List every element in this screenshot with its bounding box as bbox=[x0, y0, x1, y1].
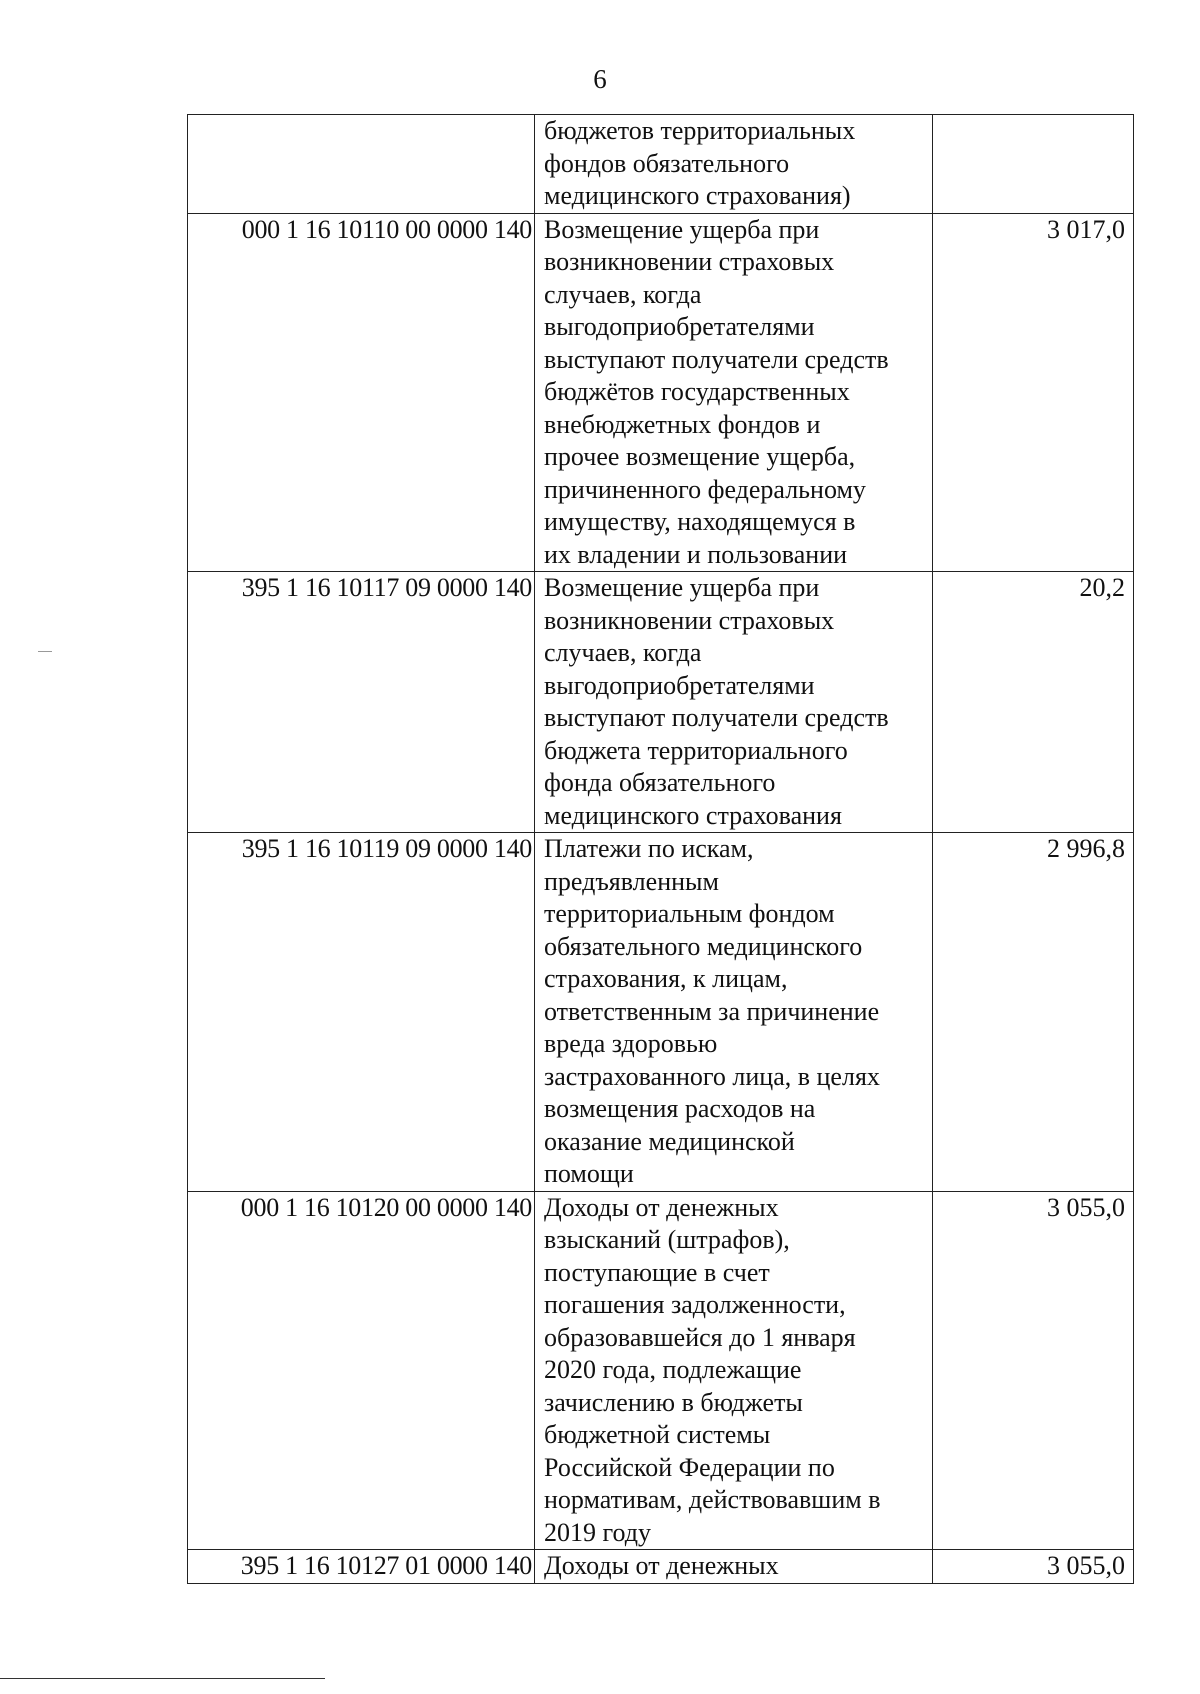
budget-code-cell: 000 1 16 10110 00 0000 140 bbox=[188, 213, 535, 572]
description-cell bbox=[535, 115, 933, 214]
description-line: возникновении страховых bbox=[544, 247, 835, 276]
budget-code-cell: 395 1 16 10119 09 0000 140 bbox=[188, 833, 535, 1192]
amount-cell bbox=[933, 115, 1134, 214]
scan-speck bbox=[38, 651, 52, 652]
description-line: фонда обязательного bbox=[544, 768, 776, 797]
description-line: возникновении страховых bbox=[544, 605, 835, 635]
description-line: помощи bbox=[544, 1159, 634, 1188]
description-line: предъявленным bbox=[544, 866, 719, 896]
amount-cell: 2 996,8 bbox=[933, 833, 1134, 1192]
amount-cell: 3 055,0 bbox=[933, 1550, 1134, 1584]
description-line: территориальным фондом bbox=[544, 899, 835, 928]
table-row bbox=[188, 213, 1134, 572]
amount-cell: 20,2 bbox=[933, 572, 1134, 833]
description-line: бюджетной системы bbox=[544, 1420, 771, 1449]
description-line: страхования, к лицам, bbox=[544, 964, 788, 993]
description-line: вреда здоровью bbox=[544, 1029, 718, 1058]
description-line: бюджета территориального bbox=[544, 735, 848, 765]
description-line: медицинского страхования) bbox=[544, 181, 851, 210]
description-line: обязательного медицинского bbox=[544, 931, 863, 961]
description-line: медицинского страхования bbox=[544, 800, 842, 830]
description-line: нормативам, действовавшим в bbox=[544, 1485, 881, 1514]
description-line: Возмещение ущерба при bbox=[544, 573, 820, 602]
description-line: фондов обязательного bbox=[544, 148, 790, 178]
description-line: возмещения расходов на bbox=[544, 1094, 816, 1123]
description-line: случаев, когда bbox=[544, 638, 702, 667]
description-line: Платежи по искам, bbox=[544, 834, 754, 863]
description-line: бюджётов государственных bbox=[544, 377, 850, 406]
description-line: выступают получатели средств bbox=[544, 703, 889, 732]
description-line: Возмещение ущерба при bbox=[544, 214, 820, 244]
description-line: ответственным за причинение bbox=[544, 996, 880, 1026]
description-line: зачислению в бюджеты bbox=[544, 1387, 803, 1417]
description-line: прочее возмещение ущерба, bbox=[544, 442, 856, 471]
description-line: застрахованного лица, в целях bbox=[544, 1061, 880, 1091]
description-line: образовавшейся до 1 января bbox=[544, 1322, 856, 1352]
description-line: оказание медицинской bbox=[544, 1126, 795, 1156]
amount-cell: 3 017,0 bbox=[933, 213, 1134, 572]
budget-code-cell bbox=[188, 115, 535, 214]
description-line: выступают получатели средств bbox=[544, 344, 889, 374]
description-cell bbox=[535, 833, 933, 1192]
description-cell bbox=[535, 572, 933, 833]
budget-code-cell: 395 1 16 10127 01 0000 140 bbox=[188, 1550, 535, 1584]
description-line: взысканий (штрафов), bbox=[544, 1225, 790, 1254]
description-line: Доходы от денежных bbox=[544, 1192, 779, 1222]
description-cell bbox=[535, 213, 933, 572]
table-row bbox=[188, 1191, 1134, 1550]
table-row bbox=[188, 115, 1134, 214]
description-line: Российской Федерации по bbox=[544, 1452, 835, 1482]
budget-code-cell: 000 1 16 10120 00 0000 140 bbox=[188, 1191, 535, 1550]
description-line: случаев, когда bbox=[544, 279, 702, 309]
budget-code-cell: 395 1 16 10117 09 0000 140 bbox=[188, 572, 535, 833]
description-line: имуществу, находящемуся в bbox=[544, 507, 856, 536]
description-line: внебюджетных фондов и bbox=[544, 409, 821, 439]
page-number: 6 bbox=[593, 64, 607, 94]
description-line: выгодоприобретателями bbox=[544, 312, 815, 341]
description-line: бюджетов территориальных bbox=[544, 116, 856, 145]
description-line: 2019 году bbox=[544, 1517, 651, 1547]
description-line: причиненного федеральному bbox=[544, 474, 866, 504]
amount-cell: 3 055,0 bbox=[933, 1191, 1134, 1550]
revenue-table bbox=[187, 114, 1134, 1584]
footnote-rule bbox=[0, 1678, 325, 1679]
description-line: Доходы от денежных bbox=[544, 1551, 779, 1580]
description-line: погашения задолженности, bbox=[544, 1290, 846, 1319]
table-row bbox=[188, 833, 1134, 1192]
table-row bbox=[188, 572, 1134, 833]
description-line: 2020 года, подлежащие bbox=[544, 1355, 802, 1384]
description-cell bbox=[535, 1191, 933, 1550]
description-line: выгодоприобретателями bbox=[544, 670, 815, 700]
table-row bbox=[188, 1550, 1134, 1584]
revenue-table-body bbox=[188, 115, 1134, 1584]
description-line: их владении и пользовании bbox=[544, 539, 848, 569]
description-line: поступающие в счет bbox=[544, 1257, 770, 1287]
description-cell bbox=[535, 1550, 933, 1584]
